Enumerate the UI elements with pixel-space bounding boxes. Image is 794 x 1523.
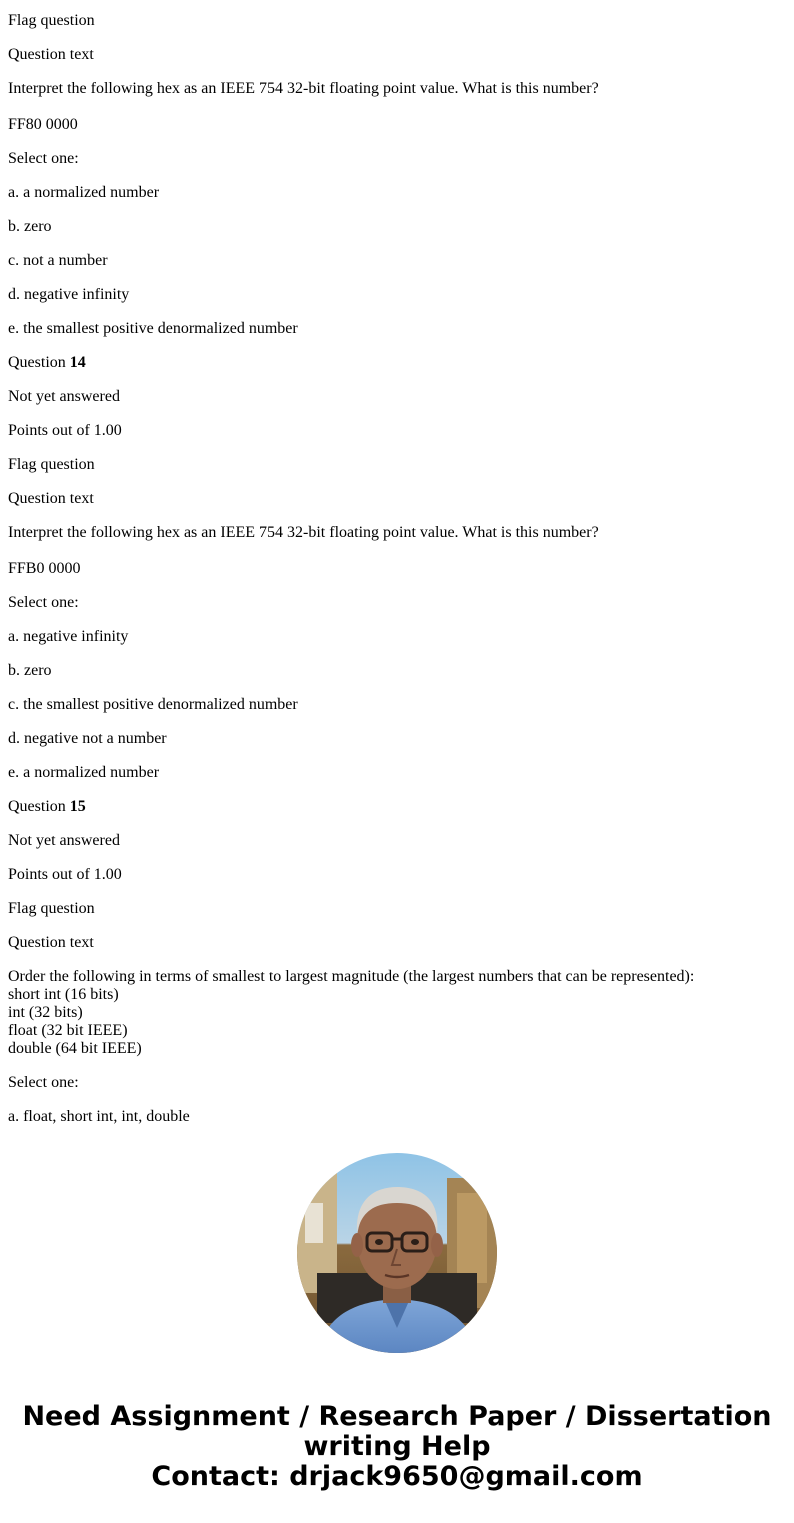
question-prompt: Interpret the following hex as an IEEE 754 32-bit floating point value. What is this number?	[8, 80, 599, 97]
question-text-label: Question text	[8, 46, 94, 63]
answer-option[interactable]: a. negative infinity	[8, 628, 129, 645]
select-one-label: Select one:	[8, 594, 79, 611]
answer-option[interactable]: d. negative infinity	[8, 286, 130, 303]
question-points: Points out of 1.00	[8, 866, 122, 883]
answer-option[interactable]: e. the smallest positive denormalized number	[8, 320, 298, 337]
portrait-image	[297, 1153, 497, 1353]
select-one-label: Select one:	[8, 150, 79, 167]
answer-option[interactable]: b. zero	[8, 662, 52, 679]
flag-question-link[interactable]: Flag question	[8, 456, 95, 473]
promo-banner	[0, 1402, 794, 1492]
promo-contact: Contact: drjack9650@gmail.com	[151, 1461, 643, 1492]
promo-line: writing Help	[303, 1431, 491, 1462]
avatar	[297, 1153, 497, 1353]
prompt-line: float (32 bit IEEE)	[8, 1022, 128, 1039]
question-number: 15	[69, 798, 86, 815]
answer-option[interactable]: e. a normalized number	[8, 764, 160, 781]
answer-option[interactable]: d. negative not a number	[8, 730, 167, 747]
answer-option[interactable]: b. zero	[8, 218, 52, 235]
question-word: Question	[8, 798, 70, 815]
question-status: Not yet answered	[8, 832, 120, 849]
question-prompt	[8, 968, 694, 1058]
hex-value: FF80 0000	[8, 116, 78, 133]
question-word: Question	[8, 354, 70, 371]
question-heading	[8, 354, 86, 372]
answer-option[interactable]: a. a normalized number	[8, 184, 160, 201]
promo-line: Need Assignment / Research Paper / Dissertation	[22, 1401, 772, 1432]
question-text-label: Question text	[8, 934, 94, 951]
question-number: 14	[69, 354, 86, 371]
prompt-line: Order the following in terms of smallest to largest magnitude (the largest numbers that can be represented):	[8, 968, 695, 985]
flag-question-link[interactable]: Flag question	[8, 12, 95, 29]
prompt-line: int (32 bits)	[8, 1004, 83, 1021]
question-text-label: Question text	[8, 490, 94, 507]
answer-option[interactable]: c. not a number	[8, 252, 108, 269]
prompt-line: double (64 bit IEEE)	[8, 1040, 142, 1057]
question-heading	[8, 798, 86, 816]
hex-value: FFB0 0000	[8, 560, 81, 577]
flag-question-link[interactable]: Flag question	[8, 900, 95, 917]
question-prompt: Interpret the following hex as an IEEE 754 32-bit floating point value. What is this number?	[8, 524, 599, 541]
prompt-line: short int (16 bits)	[8, 986, 119, 1003]
question-points: Points out of 1.00	[8, 422, 122, 439]
answer-option[interactable]: a. float, short int, int, double	[8, 1108, 190, 1125]
select-one-label: Select one:	[8, 1074, 79, 1091]
answer-option[interactable]: c. the smallest positive denormalized number	[8, 696, 298, 713]
question-status: Not yet answered	[8, 388, 120, 405]
